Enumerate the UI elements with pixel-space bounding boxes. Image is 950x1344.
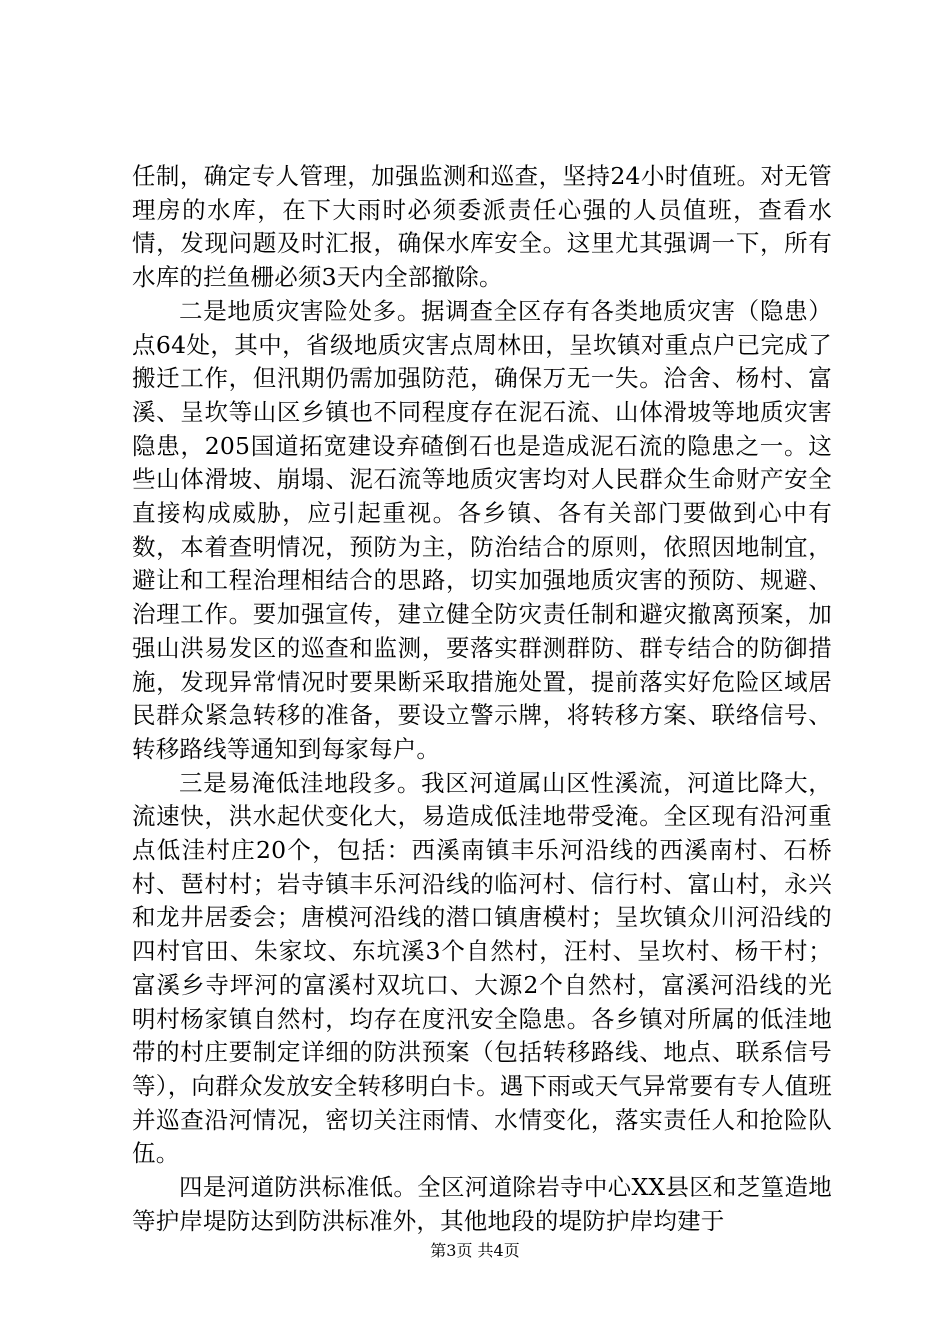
page-number-footer: 第3页 共4页: [430, 1241, 520, 1260]
paragraph-geologic-hazards: 二是地质灾害险处多。据调查全区存有各类地质灾害（隐患）点64处，其中，省级地质灾害点周林田，呈坎镇对重点户已完成了搬迁工作，但汛期仍需加强防范，确保万无一失。洽舍、杨村、富溪、呈坎等山区乡镇也不同程度存在泥石流、山体滑坡等地质灾害隐患，205国道拓宽建设弃碴倒石也是造成泥石流的隐患之一。这些山体滑坡、崩塌、泥石流等地质灾害均对人民群众生命财产安全直接构成威胁，应引起重视。各乡镇、各有关部门要做到心中有数，本着查明情况，预防为主，防治结合的原则，依照因地制宜，避让和工程治理相结合的思路，切实加强地质灾害的预防、规避、治理工作。要加强宣传，建立健全防灾责任制和避灾撤离预案，加强山洪易发区的巡查和监测，要落实群测群防、群专结合的防御措施，发现异常情况时要果断采取措施处置，提前落实好危险区域居民群众紧急转移的准备，要设立警示牌，将转移方案、联络信号、转移路线等通知到每家每户。: [132, 296, 832, 763]
paragraph-flood-standards: 四是河道防洪标准低。全区河道除岩寺中心XX县区和芝篁造地等护岸堤防达到防洪标准外，其他地段的堤防护岸均建于: [132, 1173, 832, 1235]
document-body: [132, 160, 832, 1239]
paragraph-continuation: 任制，确定专人管理，加强监测和巡查，坚持24小时值班。对无管理房的水库，在下大雨时必须委派责任心强的人员值班，查看水情，发现问题及时汇报，确保水库安全。这里尤其强调一下，所有水库的拦鱼栅必须3天内全部撤除。: [132, 162, 832, 292]
paragraph-low-lying-areas: 三是易淹低洼地段多。我区河道属山区性溪流，河道比降大，流速快，洪水起伏变化大，易造成低洼地带受淹。全区现有沿河重点低洼村庄20个，包括：西溪南镇丰乐河沿线的西溪南村、石桥村、琶村村；岩寺镇丰乐河沿线的临河村、信行村、富山村，永兴和龙井居委会；唐模河沿线的潜口镇唐模村；呈坎镇众川河沿线的四村官田、朱家坟、东坑溪3个自然村，汪村、呈坎村、杨干村；富溪乡寺坪河的富溪村双坑口、大源2个自然村，富溪河沿线的光明村杨家镇自然村，均存在度汛安全隐患。各乡镇对所属的低洼地带的村庄要制定详细的防洪预案（包括转移路线、地点、联系信号等），向群众发放安全转移明白卡。遇下雨或天气异常要有专人值班并巡查沿河情况，密切关注雨情、水情变化，落实责任人和抢险队伍。: [132, 768, 832, 1168]
